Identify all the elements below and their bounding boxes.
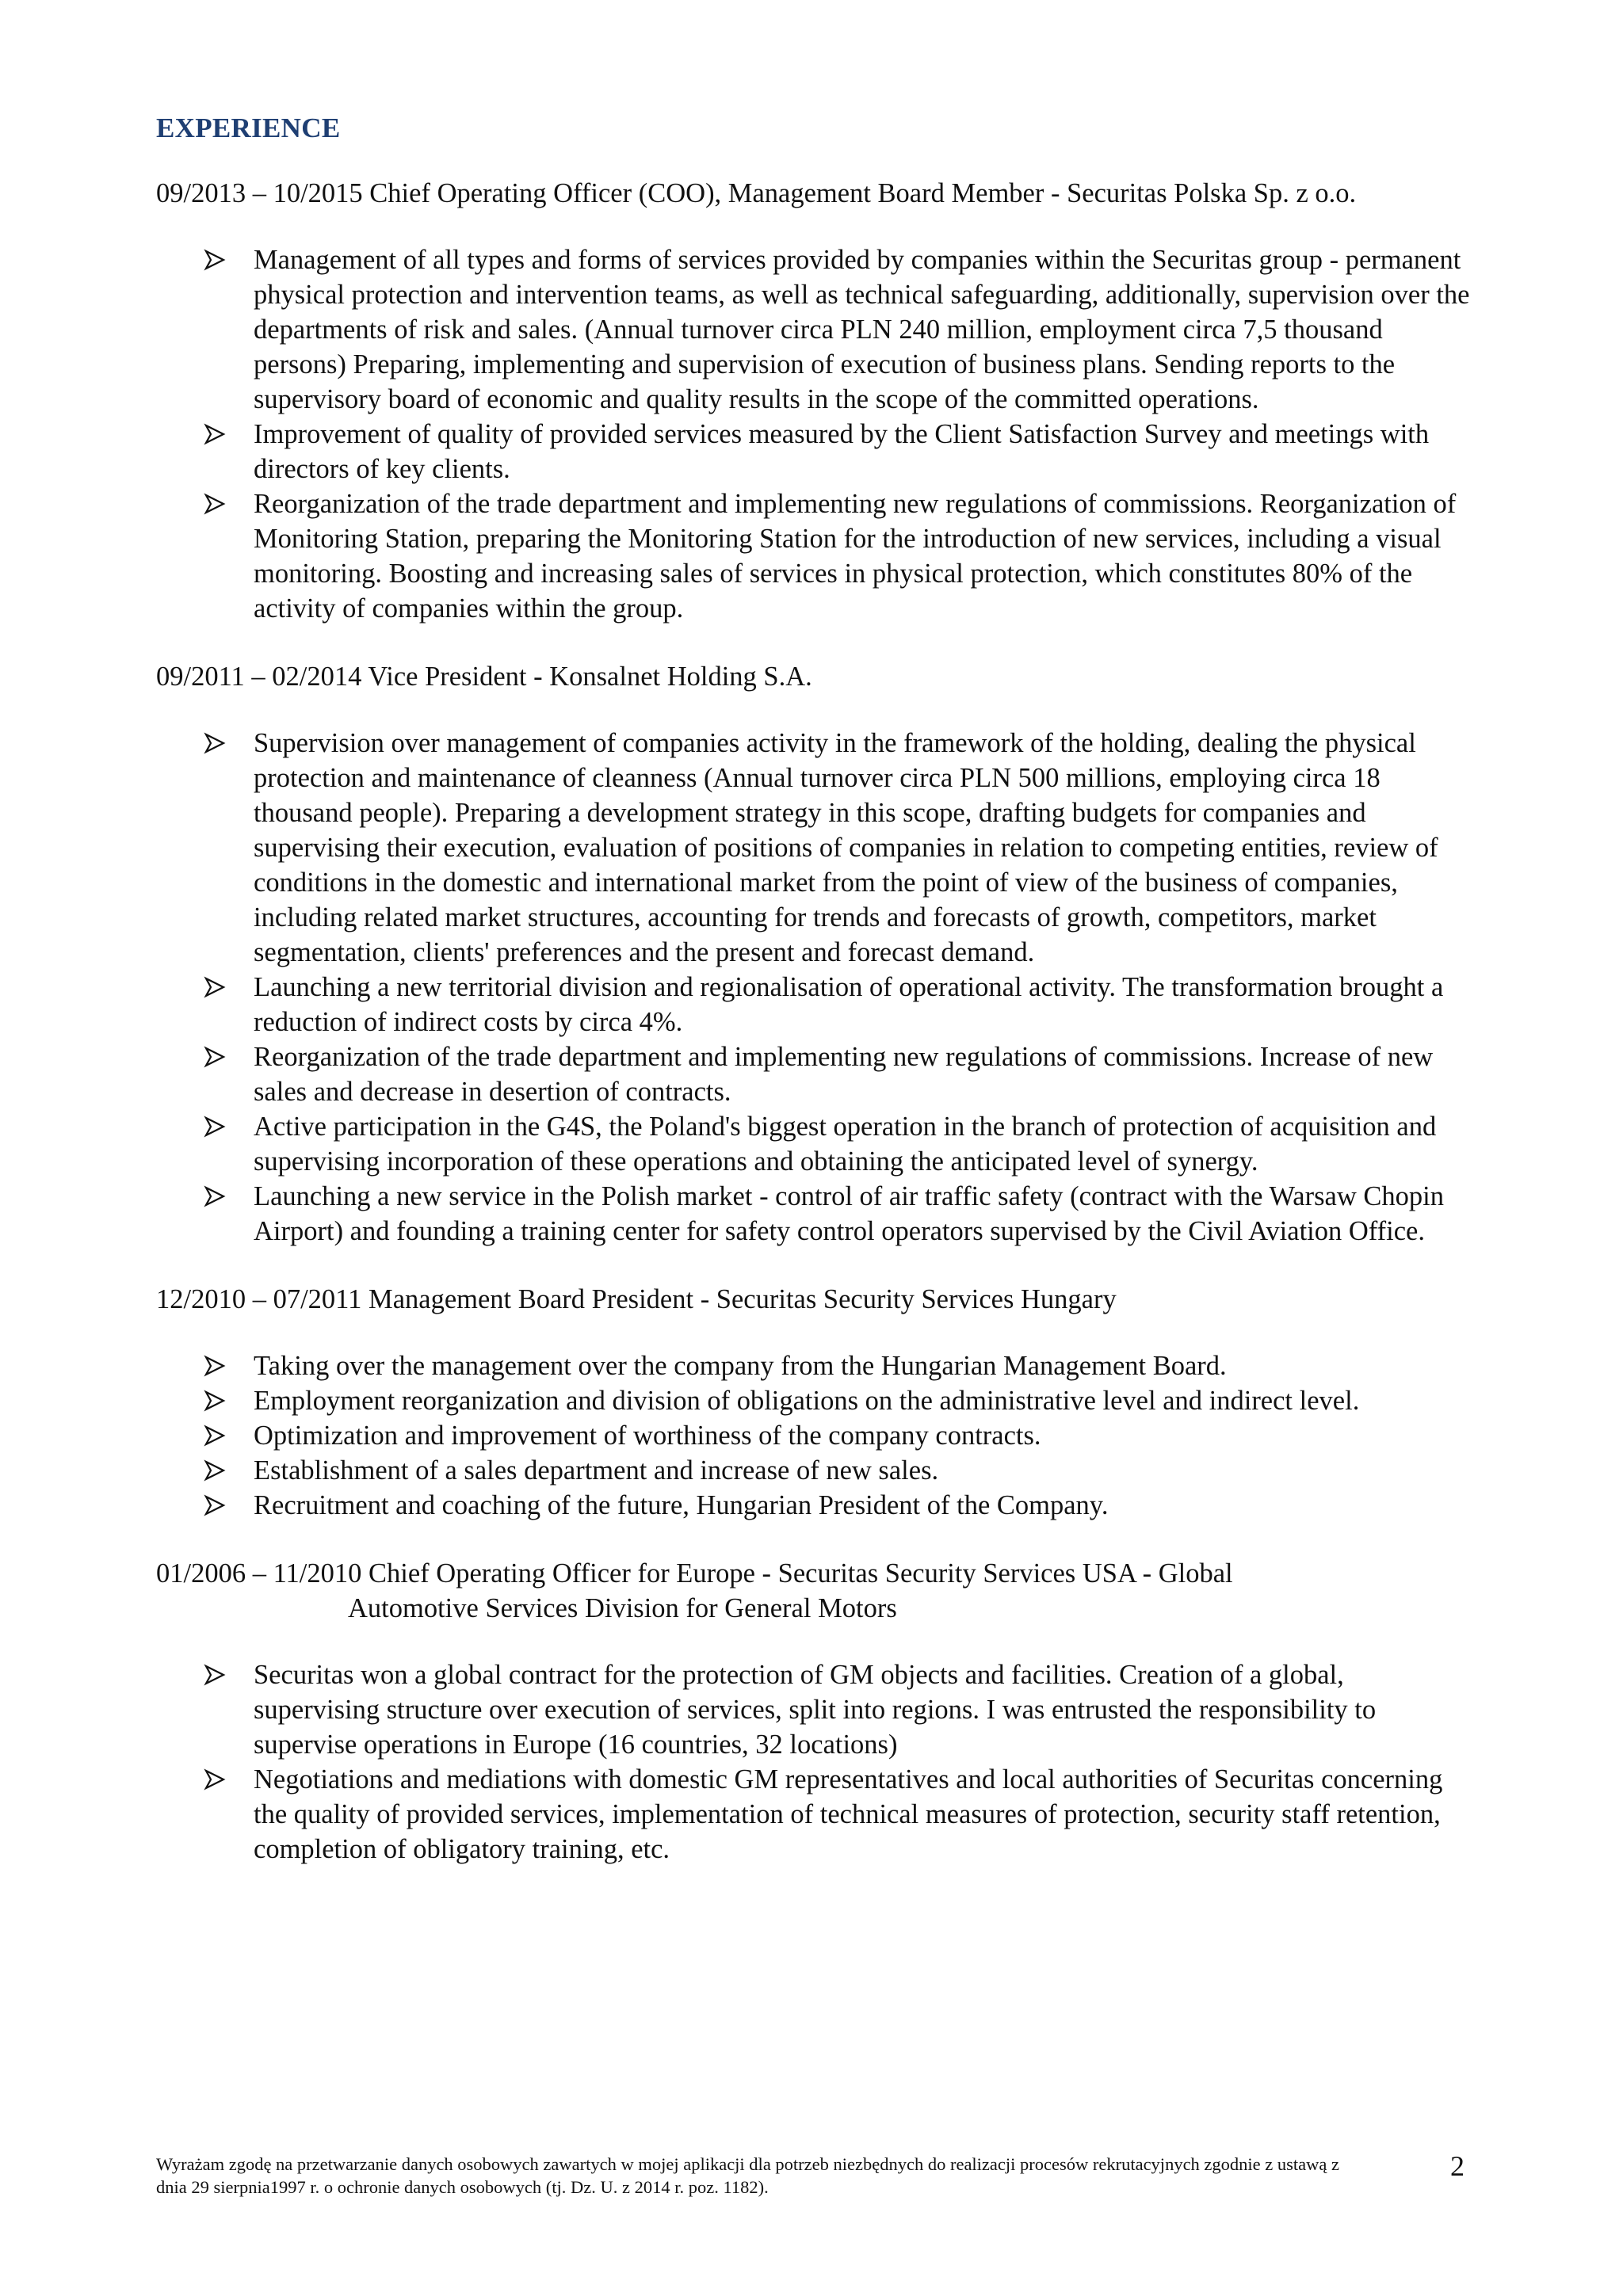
job-duty-item [156, 1109, 1472, 1179]
job-duty-item [156, 1039, 1472, 1109]
job-duty-item [156, 1488, 1472, 1523]
job-entry [156, 1282, 1472, 1523]
job-duty-item [156, 1762, 1472, 1867]
job-duties-list [156, 1348, 1472, 1523]
job-duty-item [156, 970, 1472, 1039]
job-duty-text: Securitas won a global contract for the protection of GM objects and facilities. Creation of a global, supervising structure over execution of services, split into regions. I was entrusted the responsibility to supervise operations in Europe (16 countries, 32 locations) [254, 1660, 1377, 1760]
job-title [156, 659, 1472, 694]
job-duty-text: Recruitment and coaching of the future, Hungarian President of the Company. [254, 1490, 1109, 1520]
arrowhead-bullet-icon [204, 1453, 227, 1488]
arrowhead-bullet-icon [204, 1383, 227, 1418]
job-duty-text: Employment reorganization and division of obligations on the administrative level and indirect level. [254, 1386, 1360, 1416]
arrowhead-bullet-icon [204, 970, 227, 1005]
job-duties-list [156, 242, 1472, 626]
job-duty-text: Taking over the management over the company from the Hungarian Management Board. [254, 1351, 1227, 1381]
document-page [156, 111, 1472, 1900]
job-duty-text: Launching a new territorial division and regionalisation of operational activity. The transformation brought a reduction of indirect costs by circa 4%. [254, 972, 1444, 1037]
job-duty-item [156, 486, 1472, 626]
job-title-line: 12/2010 – 07/2011 Management Board President - Securitas Security Services Hungary [156, 1284, 1117, 1314]
job-title [156, 1556, 1472, 1626]
arrowhead-bullet-icon [204, 1657, 227, 1692]
job-entry [156, 659, 1472, 1249]
job-duty-text: Improvement of quality of provided services measured by the Client Satisfaction Survey and meetings with directors of key clients. [254, 419, 1430, 484]
job-title-line: 01/2006 – 11/2010 Chief Operating Officer for Europe - Securitas Security Services USA - Global [156, 1558, 1233, 1589]
arrowhead-bullet-icon [204, 486, 227, 521]
experience-list [156, 176, 1472, 1867]
job-duty-text: Establishment of a sales department and increase of new sales. [254, 1455, 939, 1486]
arrowhead-bullet-icon [204, 1348, 227, 1383]
job-duty-text: Supervision over management of companies activity in the framework of the holding, dealing the physical protection and maintenance of cleanness (Annual turnover circa PLN 500 millions, employing circa 18 thousand people). Preparing a development strategy in this scope, drafting budgets for companies and supervising their execution, evaluation of positions of companies in relation to competing entities, review of conditions in the domestic and international market from the point of view of the business of companies, including related market structures, accounting for trends and forecasts of growth, competitors, market segmentation, clients' preferences and the present and forecast demand. [254, 728, 1438, 967]
page-number: 2 [1450, 2150, 1465, 2182]
job-duty-text: Reorganization of the trade department and implementing new regulations of commissions. Increase of new sales and decrease in desertion of contracts. [254, 1042, 1434, 1107]
job-duty-item [156, 1179, 1472, 1249]
job-duties-list [156, 726, 1472, 1249]
arrowhead-bullet-icon [204, 726, 227, 761]
arrowhead-bullet-icon [204, 1488, 227, 1523]
job-entry [156, 176, 1472, 626]
footer-consent-clause: Wyrażam zgodę na przetwarzanie danych osobowych zawartych w mojej aplikacji dla potrzeb niezbędnych do realizacji procesów rekrutacyjnych zgodnie z ustawą z dnia 29 sierpnia1997 r. o ochronie danych osobowych (tj. Dz. U. z 2014 r. poz. 1182). [156, 2154, 1339, 2197]
job-duty-text: Negotiations and mediations with domestic GM representatives and local authorities of Securitas concerning the quality of provided services, implementation of technical measures of protection, security staff retention, completion of obligatory training, etc. [254, 1764, 1443, 1864]
job-duty-item [156, 1657, 1472, 1762]
job-duty-item [156, 726, 1472, 970]
section-heading-experience: EXPERIENCE [156, 113, 341, 143]
job-title [156, 1282, 1472, 1317]
arrowhead-bullet-icon [204, 417, 227, 452]
arrowhead-bullet-icon [204, 1109, 227, 1144]
job-title [156, 176, 1472, 211]
job-duty-item [156, 242, 1472, 417]
job-duties-list [156, 1657, 1472, 1867]
job-duty-text: Launching a new service in the Polish market - control of air traffic safety (contract with the Warsaw Chopin Airport) and founding a training center for safety control operators supervised by the Civil Aviation Office. [254, 1181, 1444, 1246]
job-duty-item [156, 1383, 1472, 1418]
job-duty-item [156, 1348, 1472, 1383]
job-duty-item [156, 1418, 1472, 1453]
arrowhead-bullet-icon [204, 1179, 227, 1214]
job-duty-text: Optimization and improvement of worthiness of the company contracts. [254, 1421, 1041, 1451]
job-duty-text: Active participation in the G4S, the Poland's biggest operation in the branch of protection of acquisition and supervising incorporation of these operations and obtaining the anticipated level of synergy. [254, 1112, 1437, 1177]
arrowhead-bullet-icon [204, 1039, 227, 1074]
job-title-line: 09/2011 – 02/2014 Vice President - Konsalnet Holding S.A. [156, 662, 812, 692]
job-entry [156, 1556, 1472, 1867]
job-duty-item [156, 417, 1472, 486]
job-duty-item [156, 1453, 1472, 1488]
job-duty-text: Reorganization of the trade department and implementing new regulations of commissions. Reorganization of Monitoring Station, preparing the Monitoring Station for the introduction of new services, including a visual monitoring. Boosting and increasing sales of services in physical protection, which constitutes 80% of the activity of companies within the group. [254, 489, 1457, 624]
job-title-line: 09/2013 – 10/2015 Chief Operating Officer (COO), Management Board Member - Securitas Polska Sp. z o.o. [156, 178, 1357, 208]
arrowhead-bullet-icon [204, 1418, 227, 1453]
job-duty-text: Management of all types and forms of services provided by companies within the Securitas group - permanent physical protection and intervention teams, as well as technical safeguarding, additionally, supervision over the departments of risk and sales. (Annual turnover circa PLN 240 million, employment circa 7,5 thousand persons) Preparing, implementing and supervision of execution of business plans. Sending reports to the supervisory board of economic and quality results in the scope of the committed operations. [254, 245, 1470, 414]
arrowhead-bullet-icon [204, 242, 227, 277]
arrowhead-bullet-icon [204, 1762, 227, 1797]
job-title-line: Automotive Services Division for General Motors [348, 1593, 897, 1623]
